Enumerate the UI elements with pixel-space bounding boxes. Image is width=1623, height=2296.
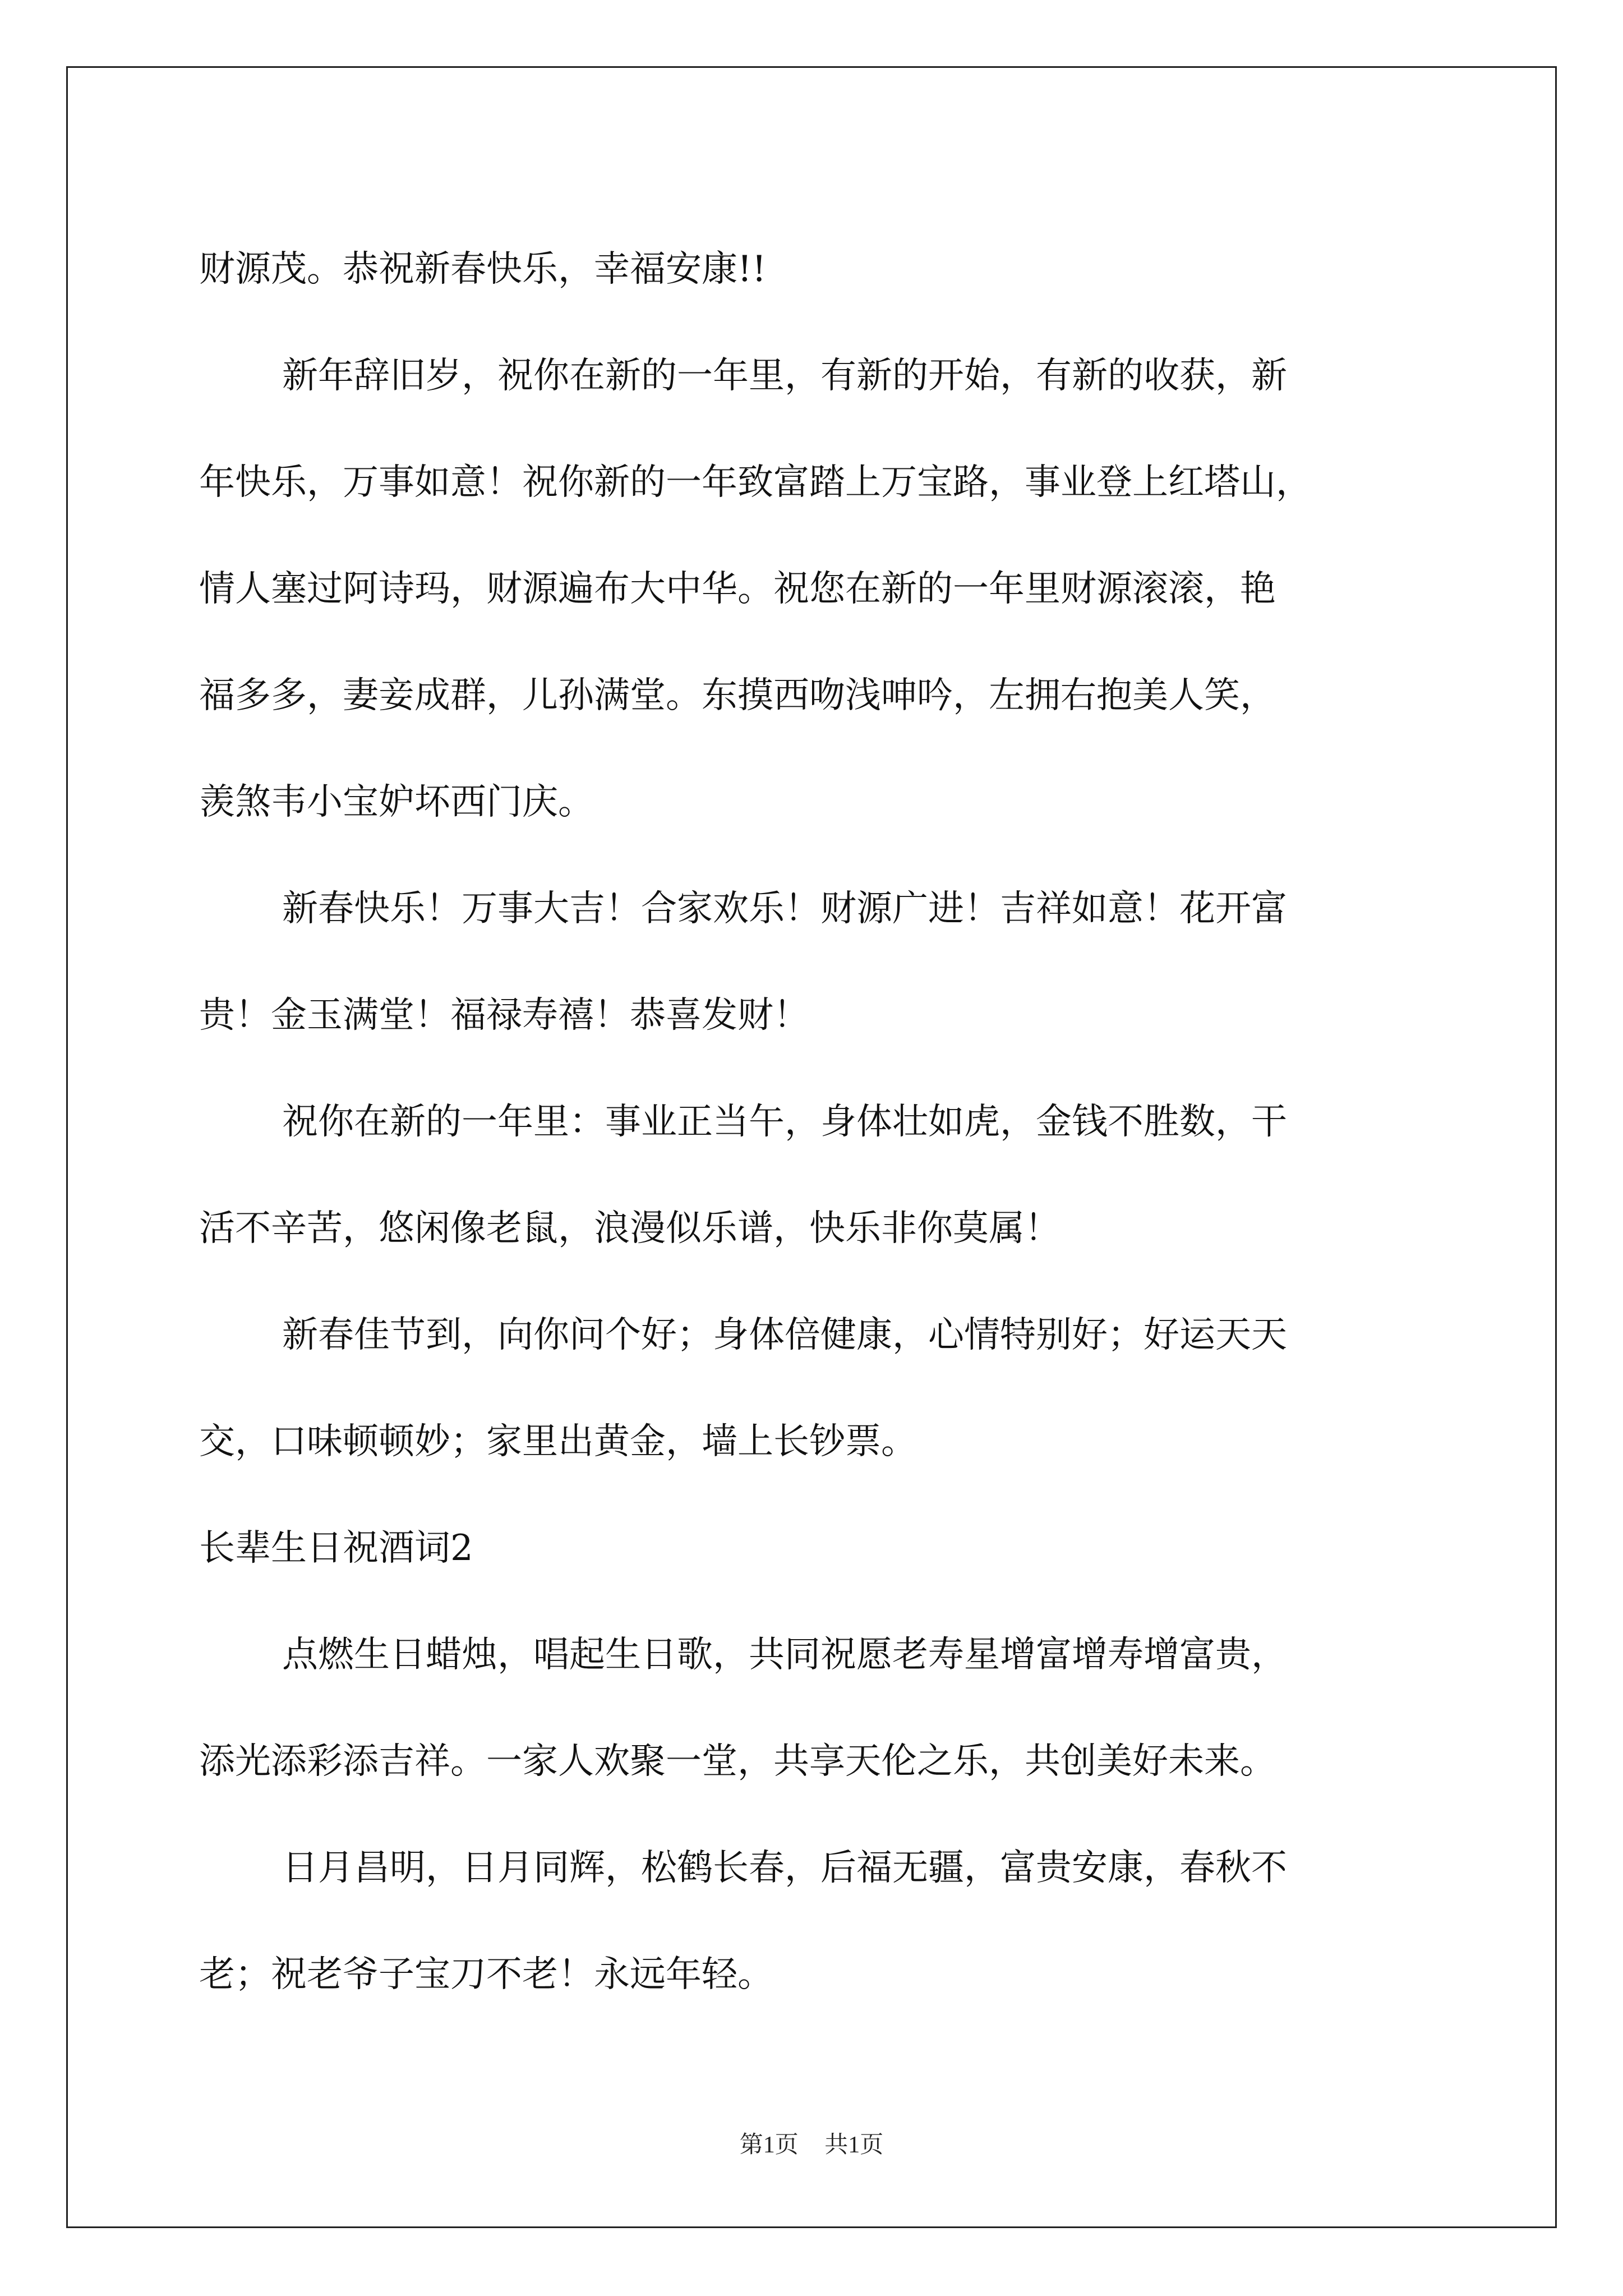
section-heading: 长辈生日祝酒词2 xyxy=(199,1527,473,1569)
document-body xyxy=(199,216,1455,2028)
text-line: 情人塞过阿诗玛，财源遍布大中华。祝您在新的一年里财源滚滚，艳 xyxy=(199,568,1276,610)
text-line: 贵！金玉满堂！福禄寿禧！恭喜发财！ xyxy=(199,995,809,1036)
text-line: 日月昌明，日月同辉，松鹤长春，后福无疆，富贵安康，春秋不 xyxy=(282,1847,1287,1889)
text-line: 交，口味顿顿妙；家里出黄金，墙上长钞票。 xyxy=(199,1421,917,1462)
text-line: 老；祝老爷子宝刀不老！永远年轻。 xyxy=(199,1954,773,1995)
text-line: 新年辞旧岁，祝你在新的一年里，有新的开始，有新的收获，新 xyxy=(282,355,1287,397)
text-line: 祝你在新的一年里：事业正当午，身体壮如虎，金钱不胜数，干 xyxy=(282,1101,1287,1143)
text-line: 福多多，妻妾成群，儿孙满堂。东摸西吻浅呻吟，左拥右抱美人笑， xyxy=(199,675,1276,716)
text-line: 点燃生日蜡烛，唱起生日歌，共同祝愿老寿星增富增寿增富贵， xyxy=(282,1634,1287,1676)
page-footer xyxy=(0,2126,1623,2160)
page-total: 共1页 xyxy=(824,2132,884,2158)
text-line: 财源茂。恭祝新春快乐，幸福安康!! xyxy=(199,249,767,290)
page-number: 第1页 xyxy=(739,2132,799,2158)
text-line: 年快乐，万事如意！祝你新的一年致富踏上万宝路，事业登上红塔山， xyxy=(199,462,1312,503)
text-line: 活不辛苦，悠闲像老鼠，浪漫似乐谱，快乐非你莫属！ xyxy=(199,1208,1061,1249)
text-line: 新春快乐！万事大吉！合家欢乐！财源广进！吉祥如意！花开富 xyxy=(282,888,1287,930)
text-line: 羡煞韦小宝妒坏西门庆。 xyxy=(199,781,594,823)
text-line: 新春佳节到，向你问个好；身体倍健康，心情特别好；好运天天 xyxy=(282,1314,1287,1356)
text-line: 添光添彩添吉祥。一家人欢聚一堂，共享天伦之乐，共创美好未来。 xyxy=(199,1741,1276,1782)
